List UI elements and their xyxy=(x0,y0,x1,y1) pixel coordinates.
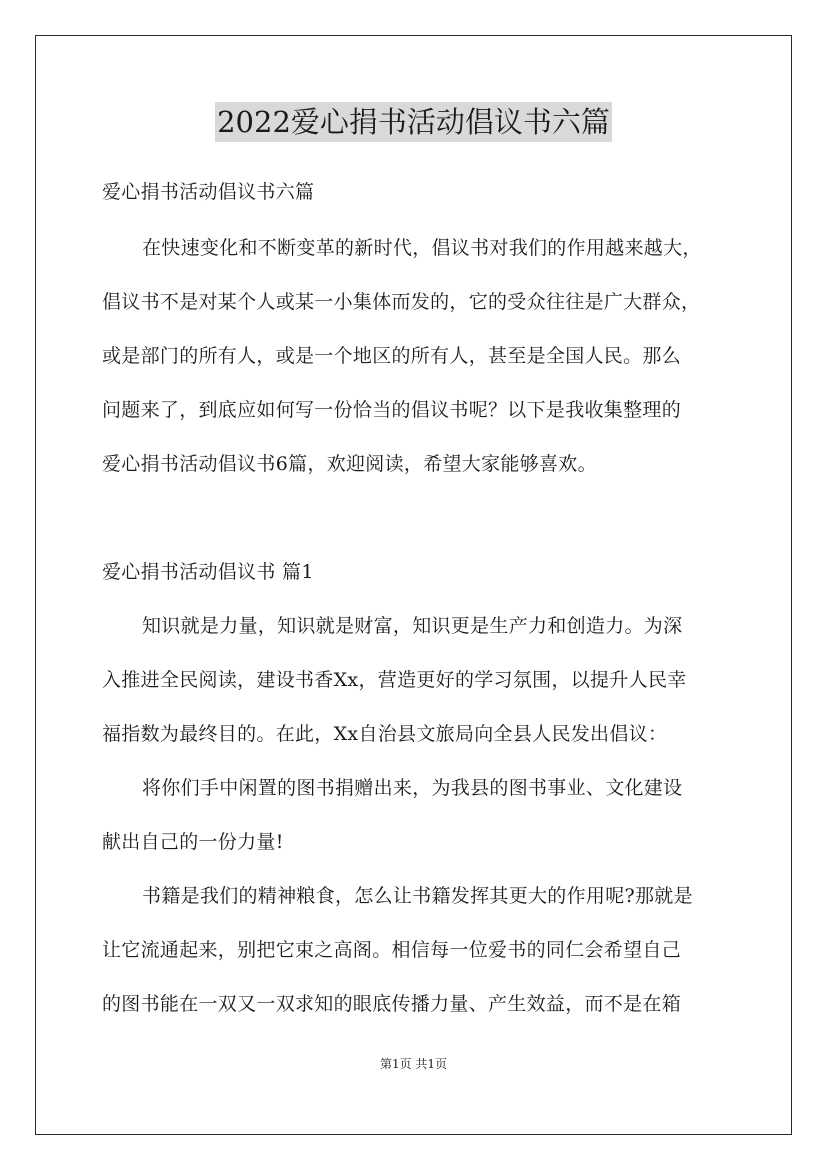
paragraph-line: 将你们手中闲置的图书捐赠出来，为我县的图书事业、文化建设 xyxy=(142,777,683,799)
intro-line: 在快速变化和不断变革的新时代，倡议书对我们的作用越来越大， xyxy=(142,237,702,259)
paragraph-line: 的图书能在一双又一双求知的眼底传播力量、产生效益，而不是在箱 xyxy=(102,993,682,1015)
page-number: 第1页 共1页 xyxy=(379,1057,448,1071)
intro-line: 或是部门的所有人，或是一个地区的所有人，甚至是全国人民。那么 xyxy=(102,345,682,367)
document-title: 2022爱心捐书活动倡议书六篇 xyxy=(215,102,612,142)
intro-line: 倡议书不是对某个人或某一小集体而发的，它的受众往往是广大群众， xyxy=(102,291,701,313)
paragraph-line: 福指数为最终目的。在此，Xx自治县文旅局向全县人民发出倡议： xyxy=(102,723,668,745)
paragraph-line: 献出自己的一份力量! xyxy=(102,831,284,853)
section-heading: 爱心捐书活动倡议书 篇1 xyxy=(102,561,314,583)
intro-line: 问题来了，到底应如何写一份恰当的倡议书呢？以下是我收集整理的 xyxy=(102,399,682,421)
intro-line: 爱心捐书活动倡议书6篇，欢迎阅读，希望大家能够喜欢。 xyxy=(102,453,597,475)
paragraph-line: 知识就是力量，知识就是财富，知识更是生产力和创造力。为深 xyxy=(142,615,683,637)
paragraph-line: 入推进全民阅读，建设书香Xx，营造更好的学习氛围，以提升人民幸 xyxy=(102,669,687,691)
subtitle: 爱心捐书活动倡议书六篇 xyxy=(102,181,315,203)
paragraph-line: 书籍是我们的精神粮食，怎么让书籍发挥其更大的作用呢?那就是 xyxy=(142,885,693,907)
paragraph-line: 让它流通起来，别把它束之高阁。相信每一位爱书的同仁会希望自己 xyxy=(102,939,682,961)
title-container xyxy=(0,102,827,142)
